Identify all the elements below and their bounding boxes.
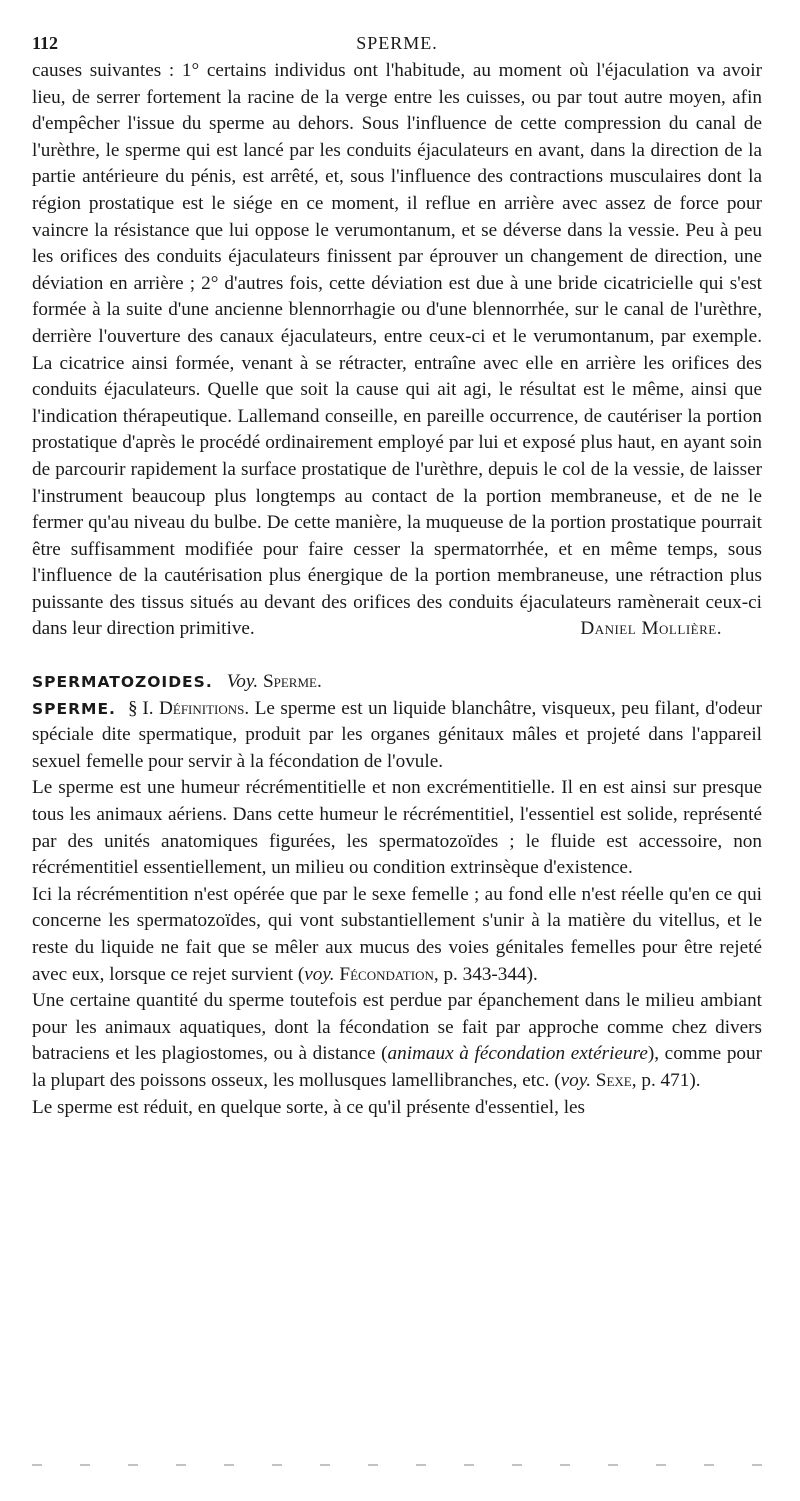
headword-spermatozoides: SPERMATOZOIDES. bbox=[32, 673, 213, 692]
section-mark: § I. bbox=[127, 697, 154, 719]
paragraph-2-text: Le sperme est une humeur récrémentitielle et non excrémentitielle. Il en est ainsi sur presque tous les animaux aériens. Dans cette humeur le récrémentitiel, l'essentiel est solide, représenté par des unités anatomiques figurées, les spermatozoïdes ; le fluide est accessoire, non récrémentitiel essentiellement, un milieu ou condition extrinsèque d'existence. bbox=[32, 777, 762, 879]
paragraph-4-text: Une certaine quantité du sperme toutefois est perdue par épanchement dans le milieu ambiant pour les animaux aquatiques, dont la fécondation se fait par approche comme chez divers batraciens et les plagiostomes, ou à distance ( bbox=[32, 990, 762, 1065]
voy-abbrev: Voy. bbox=[226, 671, 259, 693]
cross-reference-sperme: Sperme. bbox=[262, 671, 322, 693]
paragraph-5-text: Le sperme est réduit, en quelque sorte, à ce qu'il présente d'essentiel, les bbox=[32, 1096, 586, 1118]
continuation-text: causes suivantes : 1° certains individus ont l'habitude, au moment où l'éjaculation va avoir lieu, de serrer fortement la racine de la verge entre les cuisses, ou par tout autre moyen, afin d'empêcher l'issue du sperme au dehors. Sous l'influence de cette compression du canal de l'urèthre, le sperme qui est lancé par les conduits éjaculateurs en avant, dans la direction de la partie antérieure du pénis, est arrêté, et, sous l'influence des contractions musculaires dont la région prostatique est le siége en ce moment, il reflue en arrière avec assez de force pour vaincre la résistance que lui oppose le verumontanum, et se déverse dans la vessie. Peu à peu les orifices des conduits éjaculateurs finissent par éprouver un changement de direction, une déviation en arrière ; 2° d'autres fois, cette déviation est due à une bride cicatricielle qui s'est formée à la suite d'une ancienne blennorrhagie ou d'une blennorrhée, sur le canal de l'urèthre, derrière l'ouverture des canaux éjaculateurs, entre ceux-ci et le verumontanum, par exemple. La cicatrice ainsi formée, venant à se rétracter, entraîne avec elle en arrière les orifices des conduits éjaculateurs. Quelle que soit la cause qui ait agi, le résultat est le même, ainsi que l'indication thérapeutique. Lallemand conseille, en pareille occurrence, de cautériser la portion prostatique d'après le procédé ordinairement employé par lui et exposé plus haut, en ayant soin de parcourir rapidement la surface prostatique de l'urèthre, depuis le col de la vessie, de laisser l'instrument beaucoup plus longtemps au contact de la portion membraneuse, et de ne le fermer qu'au niveau du bulbe. De cette manière, la muqueuse de la portion prostatique pourrait être suffisamment modifiée pour faire cesser la spermatorrhée, et en même temps, sous l'influence de la cautérisation plus énergique de la portion membraneuse, une rétraction plus puissante des tissus situés au devant des orifices des conduits éjaculateurs ramènerait ceux-ci dans leur direction primitive. bbox=[32, 60, 762, 640]
cross-reference-sexe: Sexe bbox=[595, 1069, 632, 1091]
italic-phrase: animaux à fécondation extérieure bbox=[387, 1043, 648, 1065]
headword-sperme: SPERME. bbox=[32, 699, 116, 718]
definition-text: Le sperme est un liquide blanchâtre, visqueux, peu filant, d'odeur spéciale dite spermatique, produit par les organes génitaux mâles et projeté dans l'appareil sexuel femelle pour servir à la fécondation de l'ovule. bbox=[32, 697, 763, 772]
book-page bbox=[32, 30, 762, 1121]
paragraph-recrementitielle bbox=[32, 775, 762, 881]
cross-reference-fecondation: Fécondation bbox=[339, 963, 434, 985]
paragraph-4-mid: ), comme pour la plupart des poissons osseux, les mollusques lamellibranches, etc. ( bbox=[32, 1043, 762, 1091]
paragraph-4-end: , p. 471). bbox=[631, 1069, 701, 1091]
paragraph-reduit bbox=[32, 1095, 762, 1122]
paragraph-epanchement bbox=[32, 988, 762, 1094]
entry-spermatozoides bbox=[32, 669, 762, 696]
paragraph-3-text: Ici la récrémentition n'est opérée que par le sexe femelle ; au fond elle n'est réelle qu'en ce qui concerne les spermatozoïdes, qui vont substantiellement s'unir à la matière du vitellus, et le reste du liquide ne fait que se mêler aux mucus des voies génitales femelles pour être rejeté avec eux, lorsque ce rejet survient ( bbox=[32, 883, 762, 985]
section-title: Définitions. bbox=[159, 697, 250, 719]
running-title: SPERME. bbox=[356, 33, 438, 53]
author-signature: Daniel Mollière. bbox=[580, 618, 722, 640]
entry-sperme-definition bbox=[32, 696, 762, 776]
voy-abbrev-2: voy. bbox=[304, 963, 335, 985]
paragraph-3-end: , p. 343-344). bbox=[433, 963, 538, 985]
running-head bbox=[32, 30, 762, 56]
voy-abbrev-3: voy. bbox=[560, 1069, 591, 1091]
paragraph-recrementition bbox=[32, 882, 762, 988]
continuation-paragraph bbox=[32, 58, 762, 643]
footer-dotted-rule bbox=[32, 1464, 762, 1466]
page-number: 112 bbox=[32, 33, 59, 53]
